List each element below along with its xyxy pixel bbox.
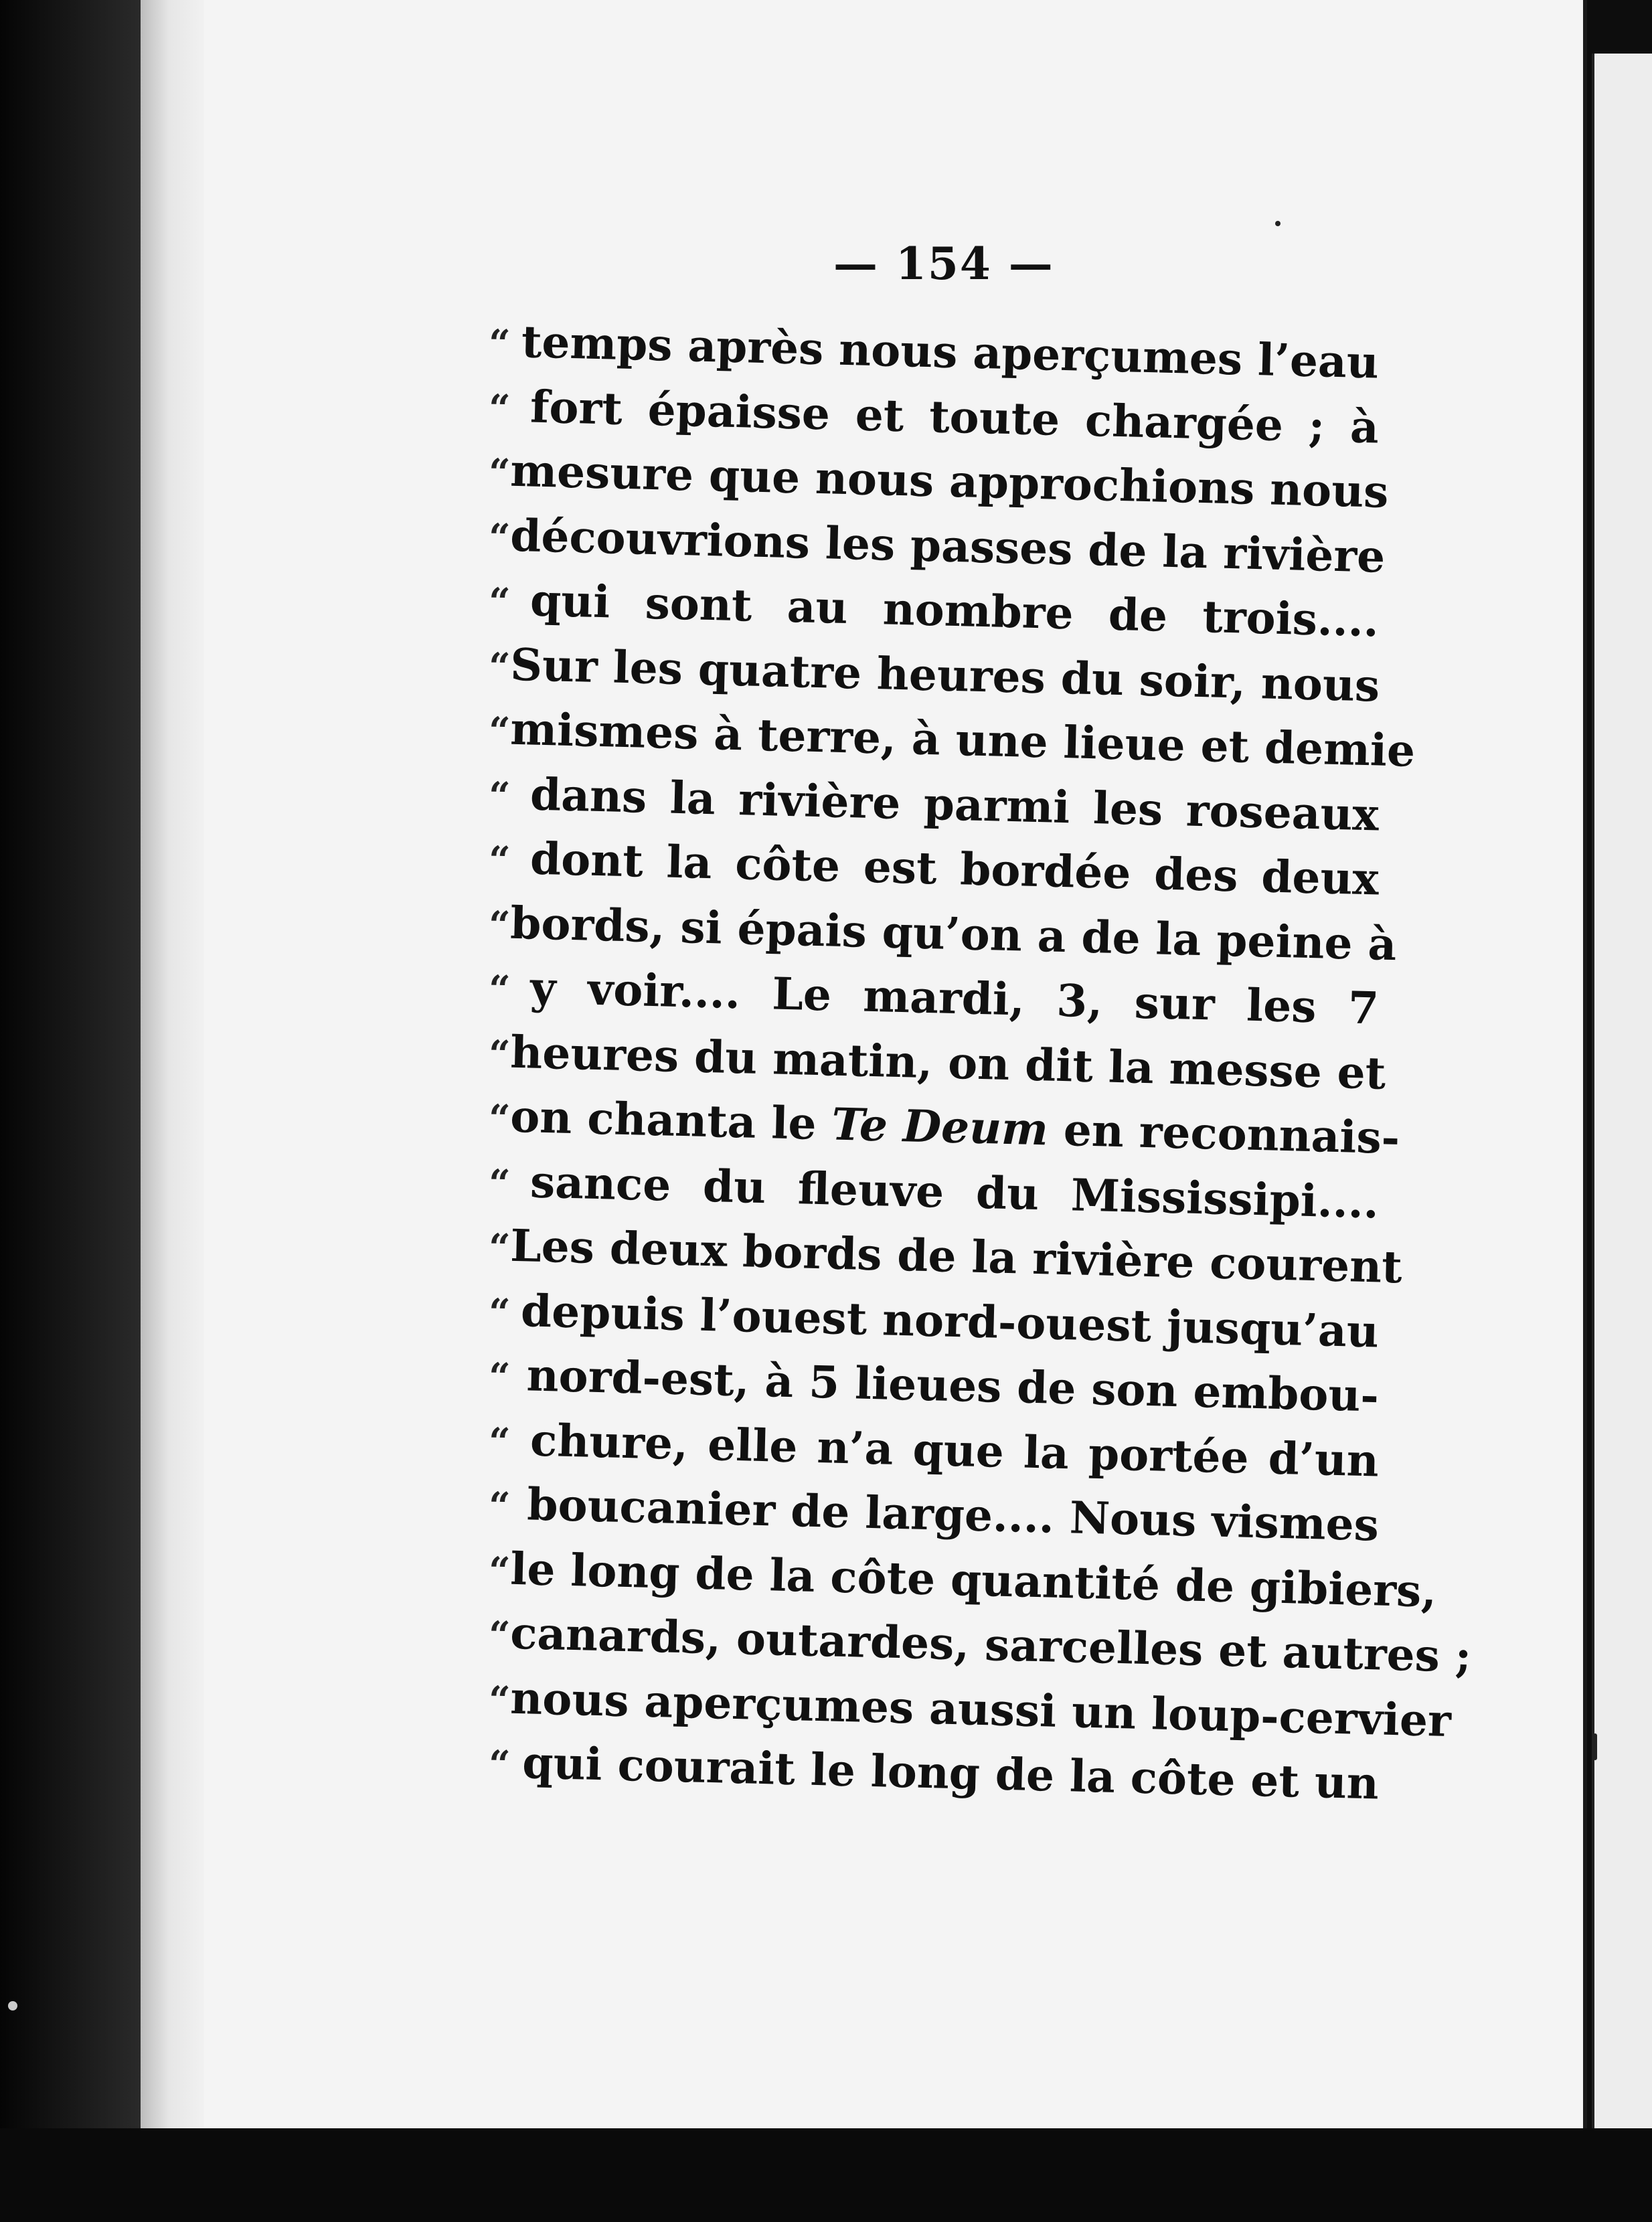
italic-title: Te Deum (831, 1098, 1049, 1156)
quote-mark: “ (488, 1548, 511, 1594)
quoted-text-block (488, 315, 1473, 1810)
quote-mark: “ (488, 644, 511, 689)
quote-mark: “ (488, 1677, 511, 1723)
quote-mark: “ (488, 1419, 511, 1464)
line-text: fort épaisse et toute chargée ; à (529, 380, 1380, 453)
line-text: mismes à terre, à une lieue et demie (509, 702, 1416, 777)
quote-mark: “ (488, 838, 511, 883)
line-text: heures du matin, on dit la messe et (509, 1025, 1387, 1100)
line-text: dont la côte est bordée des deux (529, 832, 1380, 906)
quote-mark: “ (488, 450, 511, 495)
line-text: Les deux bords de la rivière courent (509, 1219, 1403, 1294)
line-text: nord-est, à 5 lieues de son embou- (525, 1349, 1380, 1422)
line-text: temps après nous aperçumes l’eau (521, 315, 1380, 389)
quote-mark: “ (488, 902, 511, 948)
quote-mark: “ (488, 773, 511, 819)
line-text-part: en reconnais- (1047, 1103, 1401, 1165)
scan-bottom-border (0, 2128, 1652, 2222)
page-number: — 154 — (833, 238, 1054, 290)
quote-mark: “ (488, 1290, 511, 1335)
line-text-part: on chanta le (509, 1090, 833, 1150)
quote-mark: “ (488, 709, 511, 754)
quote-mark: “ (488, 1225, 511, 1270)
line-text: sance du fleuve du Mississipi.... (529, 1155, 1380, 1228)
line-text: dans la rivière parmi les roseaux (529, 768, 1380, 841)
quote-mark: “ (488, 515, 511, 560)
dust-speck (1593, 1733, 1597, 1760)
line-text: bords, si épais qu’on a de la peine à (509, 896, 1398, 970)
page-stack-edge (141, 0, 206, 2128)
quote-mark: “ (488, 1031, 511, 1077)
quote-mark: “ (488, 1742, 511, 1787)
line-text: découvrions les passes de la rivière (509, 509, 1386, 583)
quote-mark: “ (488, 580, 511, 624)
quote-mark: “ (488, 1613, 511, 1658)
line-text: qui courait le long de la côte et un (521, 1736, 1380, 1810)
line-text: Sur les quatre heures du soir, nous (509, 638, 1381, 712)
quote-mark: “ (488, 1161, 511, 1206)
quote-mark: “ (488, 1096, 511, 1141)
line-text: nous aperçumes aussi un loup-cervier (509, 1671, 1452, 1747)
dust-speck (8, 2001, 17, 2011)
book-binding (0, 0, 141, 2222)
facing-page-edge (1592, 54, 1652, 2128)
line-text: chure, elle n’a que la portée d’un (529, 1414, 1380, 1486)
line-text: le long de la côte quantité de gibiers, (509, 1542, 1438, 1618)
quote-mark: “ (488, 386, 511, 431)
line-text: mesure que nous approchions nous (509, 444, 1390, 518)
quote-mark: “ (488, 1484, 511, 1529)
line-text: qui sont au nombre de trois.... (529, 574, 1380, 647)
line-text: canards, outardes, sarcelles et autres ; (509, 1606, 1473, 1683)
quote-mark: “ (488, 967, 511, 1012)
quote-mark: “ (488, 321, 511, 366)
quote-mark: “ (488, 1355, 511, 1399)
line-text: depuis l’ouest nord-ouest jusqu’au (520, 1284, 1380, 1357)
line-text: boucanier de large.... Nous vismes (526, 1478, 1380, 1551)
dust-speck (1275, 221, 1281, 226)
line-text: y voir.... Le mardi, 3, sur les 7 (529, 961, 1380, 1035)
